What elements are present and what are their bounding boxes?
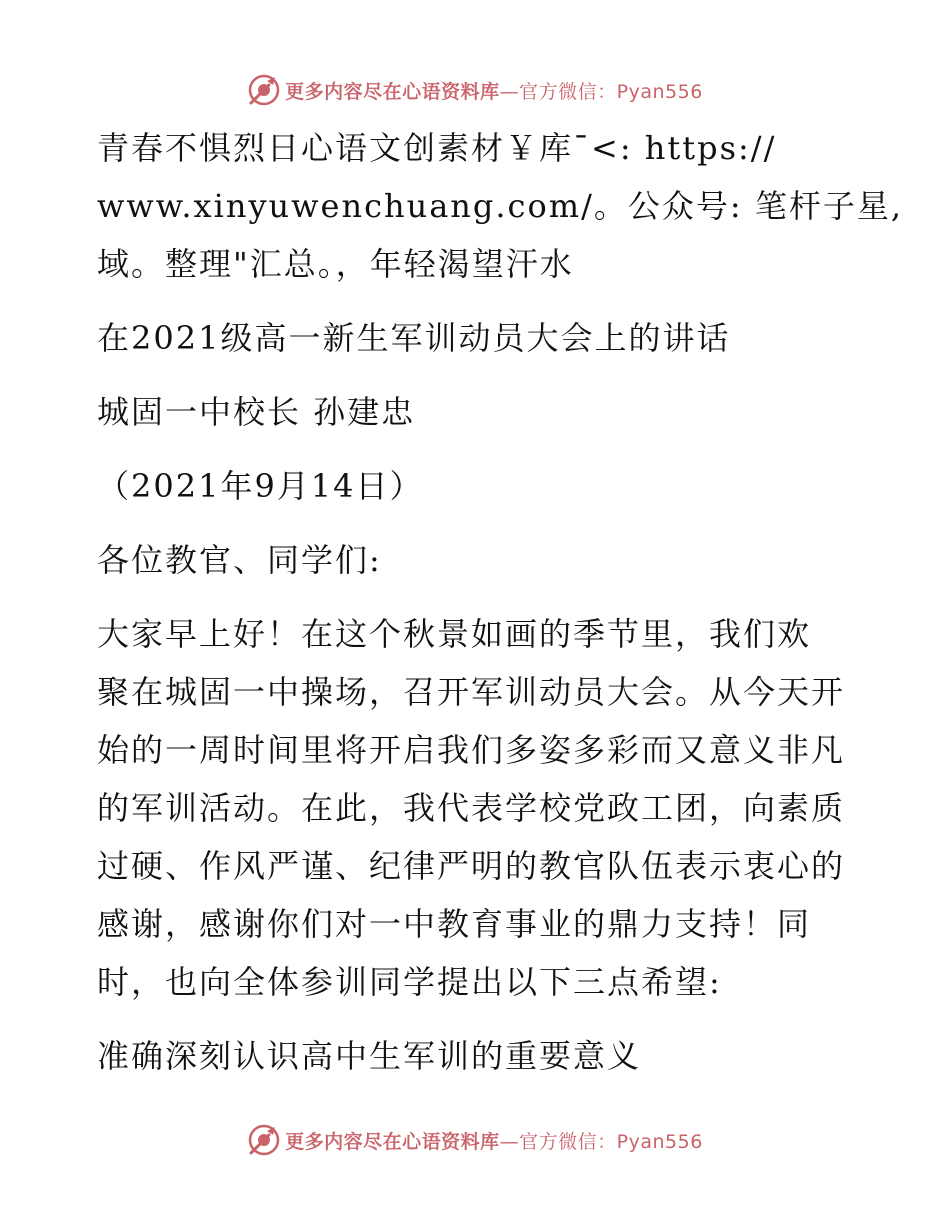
footer-watermark-banner: [0, 1118, 950, 1162]
intro-line-1: 青春不惧烈日心语文创素材￥库¯<: https://: [97, 129, 777, 167]
body-line-7: 时，也向全体参训同学提出以下三点希望:: [97, 963, 722, 1001]
header-watermark-text: 更多内容尽在心语资料库—官方微信：Pyan556: [285, 80, 703, 103]
body-line-4: 的军训活动。在此，我代表学校党政工团，向素质: [97, 789, 846, 827]
intro-line-2: www.xinyuwenchuang.com/。公众号: 笔杆子星,: [97, 187, 903, 225]
body-line-6: 感谢，感谢你们对一中教育事业的鼎力支持！同: [97, 905, 812, 943]
salutation: 各位教官、同学们:: [97, 541, 382, 579]
pen-logo-icon: [247, 73, 281, 107]
section-heading-1: 准确深刻认识高中生军训的重要意义: [97, 1037, 642, 1075]
body-line-3: 始的一周时间里将开启我们多姿多彩而又意义非凡: [97, 731, 846, 769]
body-line-5: 过硬、作风严谨、纪律严明的教官队伍表示衷心的: [97, 847, 846, 885]
speaker-line: 城固一中校长 孙建忠: [97, 393, 416, 431]
body-line-1: 大家早上好！在这个秋景如画的季节里，我们欢: [97, 615, 812, 653]
intro-line-3: 域。整理"汇总。，年轻渴望汗水: [97, 245, 574, 283]
footer-watermark-text: 更多内容尽在心语资料库—官方微信：Pyan556: [285, 1130, 703, 1153]
header-watermark-banner: [0, 68, 950, 112]
speech-title: 在2021级高一新生军训动员大会上的讲话: [97, 319, 731, 357]
pen-logo-icon: [247, 1123, 281, 1157]
date-line: （2021年9月14日）: [97, 467, 424, 505]
body-line-2: 聚在城固一中操场，召开军训动员大会。从今天开: [97, 673, 846, 711]
